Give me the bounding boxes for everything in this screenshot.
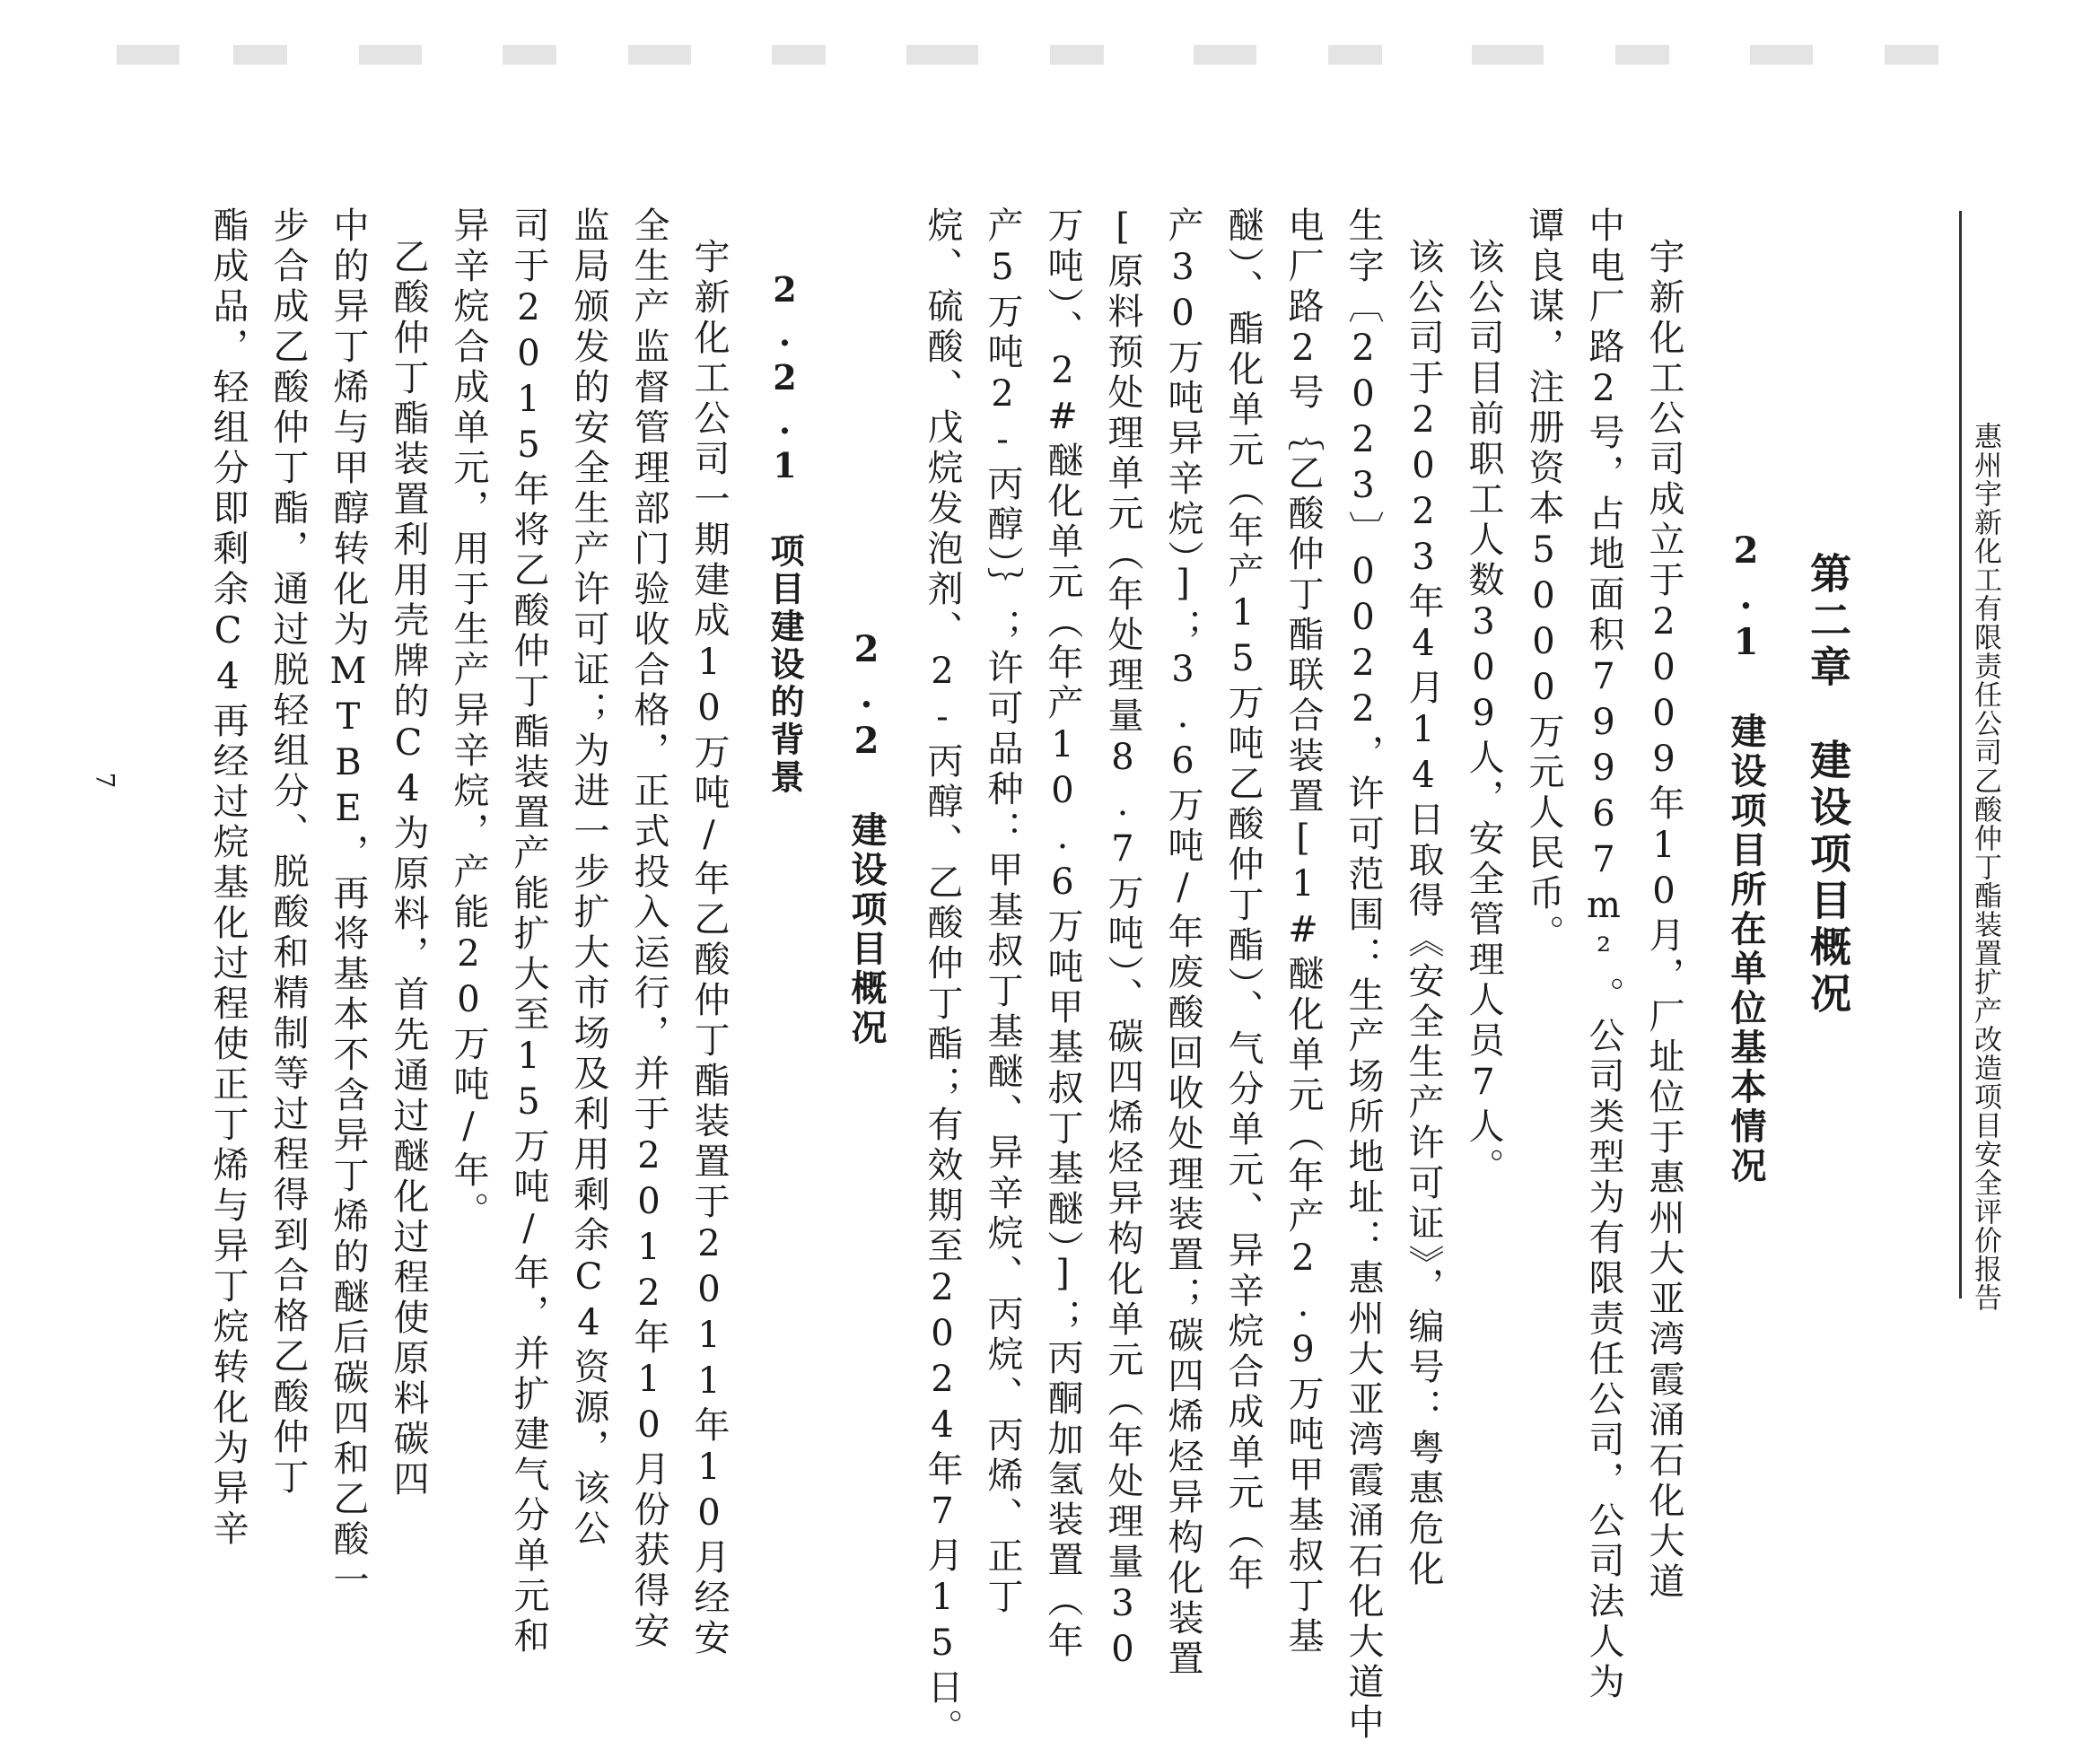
section-2-1-line: 烷、硫酸、戊烷发泡剂、2-丙醇、乙酸仲丁酯；有效期至2024年7月15日。	[922, 206, 963, 1749]
section-2-1-line: 生字〔2023〕0022，许可范围：生产场所地址：惠州大亚湾霞涌石化大道中	[1343, 206, 1384, 1744]
section-2-2-line: 全生产监督管理部门验收合格，正式投入运行，并于2012年10月份获得安	[628, 206, 669, 1652]
section-2-2-1-title: 2.2.1 项目建设的背景	[765, 269, 805, 797]
section-2-2-line: 司于2015年将乙酸仲丁酯装置产能扩大至15万吨/年，并扩建气分单元和	[508, 206, 549, 1657]
section-2-1-line: 该公司于2023年4月14日取得《安全生产许可证》，编号：粤惠危化	[1403, 238, 1444, 1590]
chapter-title: 第二章 建设项目概况	[1804, 552, 1852, 1019]
section-2-1-line: 电厂路2号｛乙酸仲丁酯联合装置[1#醚化单元（年产2.9万吨甲基叔丁基	[1282, 206, 1324, 1657]
page-number: 7	[90, 772, 120, 789]
section-2-1-line: 万吨）、2#醚化单元（年产10.6万吨甲基叔丁基醚）]；丙酮加氢装置（年	[1042, 206, 1083, 1662]
section-2-1-line: 该公司目前职工人数309人，安全管理人员7人。	[1463, 238, 1504, 1188]
page-header: 惠州宇新化工有限责任公司乙酸仲丁酯装置扩产改造项目安全评价报告	[1969, 422, 2001, 1312]
section-2-2-line: 宇新化工公司一期建成10万吨/年乙酸仲丁酯装置于2011年10月经安	[688, 238, 730, 1659]
section-2-2-line: 监局颁发的安全生产许可证；为进一步扩大市场及利用剩余C4资源，该公	[568, 206, 609, 1550]
section-2-2-line: 乙酸仲丁酯装置利用壳牌的C4为原料，首先通过醚化过程使原料碳四	[388, 238, 429, 1500]
section-2-2-line: 步合成乙酸仲丁酯，通过脱轻组分、脱酸和精制等过程得到合格乙酸仲丁	[267, 206, 309, 1499]
section-2-1-line: 中电厂路2号，占地面积79967m²。公司类型为有限责任公司，公司法人为	[1583, 206, 1624, 1703]
section-2-2-line: 酯成品，轻组分即剩余C4再经过烷基化过程使正丁烯与异丁烷转化为异辛	[207, 206, 249, 1550]
header-rule	[1959, 211, 1962, 1299]
scan-artifacts	[0, 36, 2100, 90]
section-2-1-line: 产30万吨异辛烷）]；3.6万吨/年废酸回收处理装置；碳四烯烃异构化装置	[1162, 206, 1203, 1680]
section-2-2-line: 中的异丁烯与甲醇转化为MTBE，再将基本不含异丁烯的醚后碳四和乙酸一	[328, 206, 369, 1601]
section-2-1-line: 宇新化工公司成立于2009年10月，厂址位于惠州大亚湾霞涌石化大道	[1643, 238, 1684, 1603]
section-2-1-line: [原料预处理单元（年处理量8.7万吨）、碳四烯烃异构化单元（年处理量30	[1102, 206, 1143, 1675]
section-2-1-line: 谭良谋，注册资本5000万元人民币。	[1523, 206, 1564, 955]
section-2-1-line: 产5万吨2-丙醇）｝；许可品种：甲基叔丁基醚、异辛烷、丙烷、丙烯、正丁	[982, 206, 1023, 1618]
section-2-1-line: 醚）、酯化单元（年产15万吨乙酸仲丁酯）、气分单元、异辛烷合成单元（年	[1222, 206, 1264, 1595]
section-2-2-line: 异辛烷合成单元，用于生产异辛烷，产能20万吨/年。	[448, 206, 489, 1232]
section-2-1-title: 2.1 建设项目所在单位基本情况	[1725, 529, 1767, 1186]
section-2-2-title: 2.2 建设项目概况	[845, 628, 888, 1048]
